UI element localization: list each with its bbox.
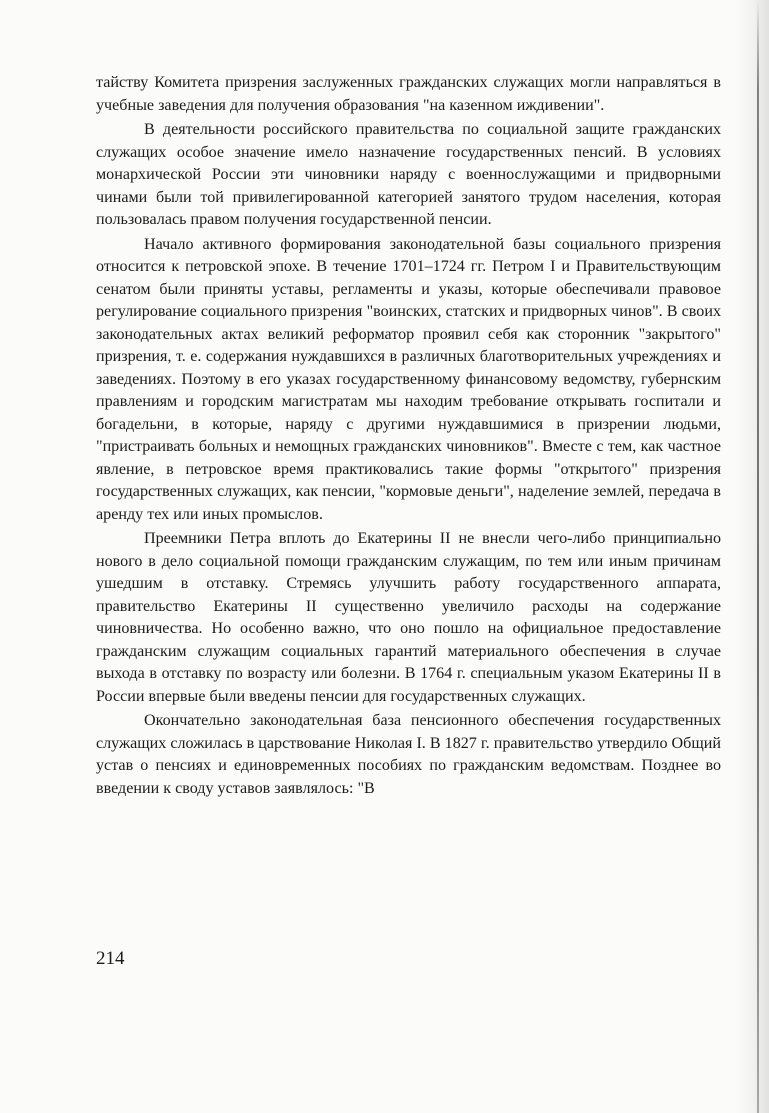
- paragraph-4: Преемники Петра вплоть до Екатерины II не внесли чего-либо принципиально нового в дело социальной помощи гражданским служащим, по тем или иным причинам ушедшим в отставку. Стремясь улучшить работу государственного аппарата, правительство Екатерины II существенно увеличило расходы на содержание чиновничества. Но особенно важно, что оно пошло на официальное предоставление гражданским служащим социальных гарантий материального обеспечения в случае выхода в отставку по возрасту или болезни. В 1764 г. специальным указом Екатерины II в России впервые были введены пенсии для государственных служащих.: [96, 530, 721, 705]
- paragraph-5: Окончательно законодательная база пенсионного обеспечения государственных служащих сложилась в царствование Николая I. В 1827 г. правительство утвердило Общий устав о пенсиях и единовременных пособиях по гражданским ведомствам. Позднее во введении к своду уставов заявлялось: "В: [96, 712, 721, 797]
- paragraph-2: В деятельности российского правительства по социальной защите гражданских служащих особое значение имело назначение государственных пенсий. В условиях монархической России эти чиновники наряду с военнослужащими и придворными чинами были той привилегированной категорией занятого трудом населения, которая пользовалась правом получения государственной пенсии.: [96, 121, 721, 228]
- page-number: 214: [96, 948, 125, 969]
- body-text: [96, 72, 721, 802]
- page-binding-edge: [757, 0, 759, 1113]
- paragraph-1: тайству Комитета призрения заслуженных гражданских служащих могли направляться в учебные заведения для получения образования "на казенном иждивении".: [96, 74, 721, 114]
- paragraph-3: Начало активного формирования законодательной базы социального призрения относится к петровской эпохе. В течение 1701–1724 гг. Петром I и Правительствующим сенатом были приняты уставы, регламенты и указы, которые обеспечивали правовое регулирование социального призрения "воинских, статских и придворных чинов". В своих законодательных актах великий реформатор проявил себя как сторонник "закрытого" призрения, т. е. содержания нуждавшихся в различных благотворительных учреждениях и заведениях. Поэтому в его указах государственному финансовому ведомству, губернским правлениям и городским магистратам мы находим требование открывать госпитали и богадельни, в которые, наряду с другими нуждавшимися в призрении людьми, "пристраивать больных и немощных гражданских чиновников". Вместе с тем, как частное явление, в петровское время практиковались такие формы "открытого" призрения государственных служащих, как пенсии, "кормовые деньги", наделение землей, передача в аренду тех или иных промыслов.: [96, 235, 721, 523]
- page-edge-shadow: [735, 0, 769, 1113]
